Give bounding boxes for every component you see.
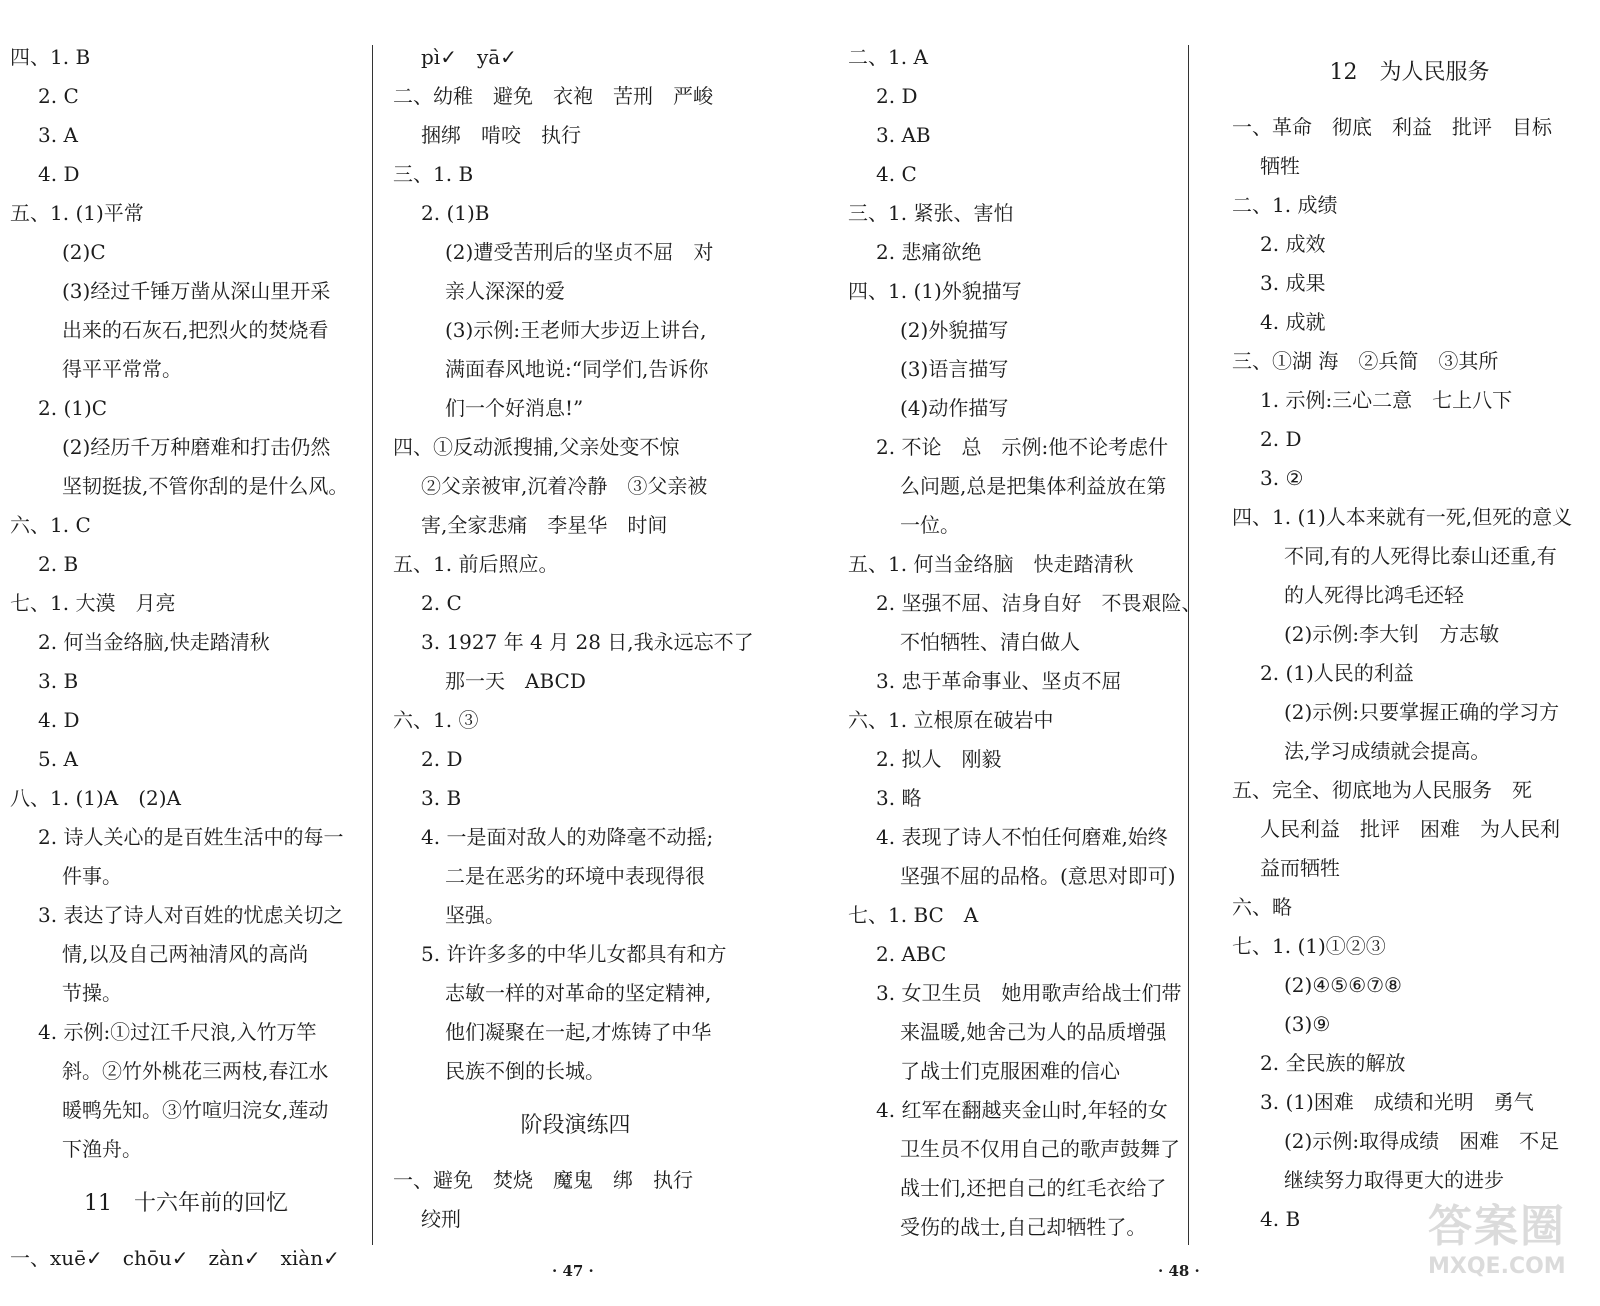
answer-line: 八、1. (1)A (2)A — [10, 786, 181, 810]
answer-line: (4)动作描写 — [900, 396, 1009, 420]
answer-line: 3. 成果 — [1260, 271, 1326, 295]
answer-line: 4. D — [38, 162, 80, 186]
answer-line: 七、1. BC A — [848, 903, 979, 927]
answer-line: 了战士们克服困难的信心 — [900, 1059, 1120, 1083]
answer-line: 四、1. (1)外貌描写 — [848, 279, 1022, 303]
answer-line: 情,以及自己两袖清风的高尚 — [62, 942, 309, 966]
answer-line: (3)⑨ — [1284, 1012, 1331, 1036]
page-number-right: · 48 · — [1158, 1262, 1200, 1280]
answer-line: (2)示例:李大钊 方志敏 — [1284, 622, 1500, 646]
answer-line: 2. 成效 — [1260, 232, 1326, 256]
answer-column-4 — [1232, 38, 1587, 1239]
answer-line: 3. A — [38, 123, 78, 147]
answer-line: 志敏一样的对革命的坚定精神, — [445, 981, 712, 1005]
answer-line: 4. 示例:①过江千尺浪,入竹万竿 — [38, 1020, 317, 1044]
answer-line: 二、1. A — [848, 45, 928, 69]
answer-line: 一、革命 彻底 利益 批评 目标 — [1232, 115, 1552, 139]
answer-line: ②父亲被审,沉着冷静 ③父亲被 — [421, 474, 708, 498]
answer-line: 一、避免 焚烧 魔鬼 绑 执行 — [393, 1168, 693, 1192]
watermark-domain: MXQE.COM — [1428, 1254, 1566, 1279]
answer-line: 一、xuē✓ chōu✓ zàn✓ xiàn✓ — [10, 1246, 340, 1270]
answer-line: 2. (1)B — [421, 201, 490, 225]
answer-line: (2)遭受苦刑后的坚贞不屈 对 — [445, 240, 714, 264]
answer-line: 五、1. (1)平常 — [10, 201, 144, 225]
answer-line: 2. D — [421, 747, 463, 771]
answer-line: 2. 悲痛欲绝 — [876, 240, 982, 264]
answer-line: (2)示例:只要掌握正确的学习方 — [1284, 700, 1560, 724]
answer-line: 节操。 — [62, 981, 122, 1005]
answer-line: 暖鸭先知。③竹喧归浣女,莲动 — [62, 1098, 329, 1122]
answer-line: 益而牺牲 — [1260, 856, 1340, 880]
answer-line: 3. 表达了诗人对百姓的忧虑关切之 — [38, 903, 344, 927]
answer-line: 5. A — [38, 747, 78, 771]
answer-line: 出来的石灰石,把烈火的焚烧看 — [62, 318, 329, 342]
answer-line: 战士们,还把自己的红毛衣给了 — [900, 1176, 1167, 1200]
answer-line: 4. D — [38, 708, 80, 732]
answer-line: 2. D — [1260, 427, 1302, 451]
answer-line: 不怕牺牲、清白做人 — [900, 630, 1080, 654]
answer-line: 二、幼稚 避免 衣袍 苦刑 严峻 — [393, 84, 713, 108]
answer-line: 捆绑 啃咬 执行 — [421, 123, 581, 147]
section-title: 阶段演练四 — [520, 1113, 631, 1138]
answer-line: 4. 红军在翻越夹金山时,年轻的女 — [876, 1098, 1168, 1122]
answer-line: (2)④⑤⑥⑦⑧ — [1284, 973, 1402, 997]
answer-line: 三、1. 紧张、害怕 — [848, 201, 1014, 225]
answer-line: 六、1. 立根原在破岩中 — [848, 708, 1054, 732]
answer-line: 他们凝聚在一起,才炼铸了中华 — [445, 1020, 712, 1044]
answer-line: 二、1. 成绩 — [1232, 193, 1338, 217]
answer-line: 4. B — [1260, 1207, 1301, 1231]
answer-line: 3. 女卫生员 她用歌声给战士们带 — [876, 981, 1182, 1005]
answer-line: 坚强。 — [445, 903, 505, 927]
answer-line: pì✓ yā✓ — [421, 45, 517, 69]
answer-column-2 — [393, 38, 758, 1239]
answer-line: 四、1. B — [10, 45, 91, 69]
answer-line: 满面春风地说:“同学们,告诉你 — [445, 357, 709, 381]
answer-line: 3. ② — [1260, 466, 1304, 490]
answer-line: 卫生员不仅用自己的歌声鼓舞了 — [900, 1137, 1180, 1161]
answer-line: 3. B — [38, 669, 79, 693]
answer-line: 2. 不论 总 示例:他不论考虑什 — [876, 435, 1169, 459]
answer-column-3 — [848, 38, 1208, 1247]
answer-line: 4. C — [876, 162, 917, 186]
answer-line: 4. 表现了诗人不怕任何磨难,始终 — [876, 825, 1168, 849]
answer-line: (3)经过千锤万凿从深山里开采 — [62, 279, 331, 303]
answer-line: 4. 一是面对敌人的劝降毫不动摇; — [421, 825, 714, 849]
answer-line: 3. AB — [876, 123, 931, 147]
answer-line: 2. 何当金络脑,快走踏清秋 — [38, 630, 270, 654]
answer-line: 七、1. 大漠 月亮 — [10, 591, 176, 615]
answer-line: 一位。 — [900, 513, 960, 537]
answer-line: 继续努力取得更大的进步 — [1284, 1168, 1504, 1192]
answer-line: 牺牲 — [1260, 154, 1300, 178]
answer-line: 四、1. (1)人本来就有一死,但死的意义 — [1232, 505, 1573, 529]
answer-line: 六、1. ③ — [393, 708, 479, 732]
answer-column-1 — [10, 38, 362, 1278]
answer-line: 的人死得比鸿毛还轻 — [1284, 583, 1464, 607]
answer-line: (2)示例:取得成绩 困难 不足 — [1284, 1129, 1560, 1153]
answer-line: 1. 示例:三心二意 七上八下 — [1260, 388, 1513, 412]
answer-line: 绞刑 — [421, 1207, 461, 1231]
answer-line: 2. 全民族的解放 — [1260, 1051, 1406, 1075]
answer-line: 四、①反动派搜捕,父亲处变不惊 — [393, 435, 680, 459]
page-number-left: · 47 · — [552, 1262, 594, 1280]
answer-line: (2)外貌描写 — [900, 318, 1009, 342]
answer-line: (2)经历千万种磨难和打击仍然 — [62, 435, 331, 459]
answer-line: 斜。②竹外桃花三两枝,春江水 — [62, 1059, 329, 1083]
answer-line: 坚强不屈的品格。(意思对即可) — [900, 864, 1176, 888]
answer-line: 害,全家悲痛 李星华 时间 — [421, 513, 668, 537]
answer-line: 3. 略 — [876, 786, 922, 810]
answer-line: 五、1. 何当金络脑 快走踏清秋 — [848, 552, 1134, 576]
answer-line: 得平平常常。 — [62, 357, 182, 381]
answer-line: 民族不倒的长城。 — [445, 1059, 605, 1083]
answer-line: 3. B — [421, 786, 462, 810]
answer-line: 们一个好消息!” — [445, 396, 584, 420]
answer-line: 2. 拟人 刚毅 — [876, 747, 1002, 771]
answer-line: 三、1. B — [393, 162, 474, 186]
answer-line: 法,学习成绩就会提高。 — [1284, 739, 1491, 763]
answer-line: 2. B — [38, 552, 79, 576]
answer-line: 不同,有的人死得比泰山还重,有 — [1284, 544, 1557, 568]
column-divider-left — [372, 45, 373, 1245]
answer-line: 五、1. 前后照应。 — [393, 552, 559, 576]
answer-line: 3. 1927 年 4 月 28 日,我永远忘不了 — [421, 630, 754, 654]
answer-line: 三、①湖 海 ②兵简 ③其所 — [1232, 349, 1499, 373]
answer-line: 4. 成就 — [1260, 310, 1326, 334]
answer-line: 么问题,总是把集体利益放在第 — [900, 474, 1167, 498]
answer-line: 人民利益 批评 困难 为人民利 — [1260, 817, 1560, 841]
answer-line: (3)语言描写 — [900, 357, 1009, 381]
watermark-text: 答案圈 — [1428, 1201, 1566, 1252]
answer-line: 下渔舟。 — [62, 1137, 142, 1161]
answer-line: 二是在恶劣的环境中表现得很 — [445, 864, 705, 888]
answer-line: 3. (1)困难 成绩和光明 勇气 — [1260, 1090, 1534, 1114]
answer-line: 那一天 ABCD — [445, 669, 586, 693]
answer-line: 2. 诗人关心的是百姓生活中的每一 — [38, 825, 344, 849]
answer-line: 六、略 — [1232, 895, 1292, 919]
answer-line: 2. C — [421, 591, 462, 615]
answer-line: 3. 忠于革命事业、坚贞不屈 — [876, 669, 1122, 693]
watermark-logo — [1428, 1190, 1588, 1290]
answer-line: 五、完全、彻底地为人民服务 死 — [1232, 778, 1532, 802]
answer-line: 2. ABC — [876, 942, 947, 966]
section-title: 11 十六年前的回忆 — [84, 1191, 288, 1216]
answer-line: 来温暖,她舍己为人的品质增强 — [900, 1020, 1167, 1044]
section-title: 12 为人民服务 — [1329, 60, 1490, 85]
answer-line: 2. D — [876, 84, 918, 108]
answer-line: 受伤的战士,自己却牺牲了。 — [900, 1215, 1147, 1239]
answer-line: 六、1. C — [10, 513, 91, 537]
answer-line: 坚韧挺拔,不管你刮的是什么风。 — [62, 474, 349, 498]
answer-line: 5. 许许多多的中华儿女都具有和方 — [421, 942, 727, 966]
answer-line: (3)示例:王老师大步迈上讲台, — [445, 318, 707, 342]
answer-line: 2. (1)人民的利益 — [1260, 661, 1414, 685]
answer-line: (2)C — [62, 240, 106, 264]
answer-line: 2. C — [38, 84, 79, 108]
answer-line: 2. (1)C — [38, 396, 108, 420]
answer-line: 2. 坚强不屈、洁身自好 不畏艰险、 — [876, 591, 1202, 615]
answer-line: 件事。 — [62, 864, 122, 888]
answer-line: 七、1. (1)①②③ — [1232, 934, 1386, 958]
answer-line: 亲人深深的爱 — [445, 279, 565, 303]
